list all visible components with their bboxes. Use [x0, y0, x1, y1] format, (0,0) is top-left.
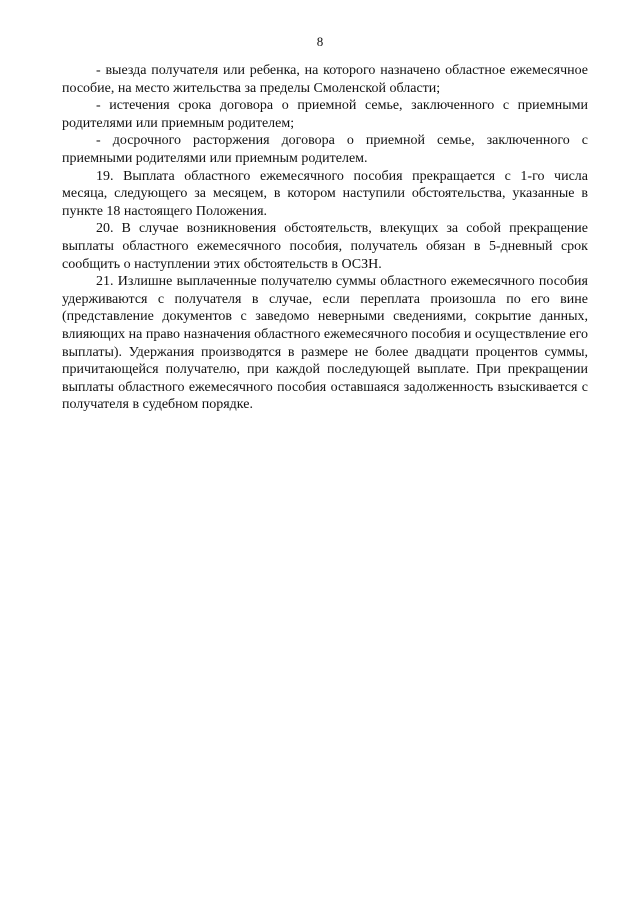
- paragraph-termination-relocation: - выезда получателя или ребенка, на которого назначено областное ежемесячное пособие, на место жительства за пределы Смоленской области;: [62, 63, 588, 96]
- document-body: [62, 62, 588, 414]
- paragraph-termination-contract-expiry: - истечения срока договора о приемной семье, заключенного с приемными родителями или приемным родителем;: [62, 98, 588, 131]
- paragraph-clause-19: 19. Выплата областного ежемесячного пособия прекращается с 1-го числа месяца, следующего за месяцем, в котором наступили обстоятельства, указанные в пункте 18 настоящего Положения.: [62, 168, 588, 219]
- paragraph-termination-early-contract: - досрочного расторжения договора о приемной семье, заключенного с приемными родителями или приемным родителем.: [62, 133, 588, 166]
- page-number: 8: [316, 34, 324, 49]
- paragraph-clause-20: 20. В случае возникновения обстоятельств, влекущих за собой прекращение выплаты областного ежемесячного пособия, получатель обязан в 5-дневный срок сообщить о наступлении этих обстоятельств в ОСЗН.: [62, 221, 588, 272]
- paragraph-clause-21: 21. Излишне выплаченные получателю суммы областного ежемесячного пособия удерживаются с получателя в случае, если переплата произошла по его вине (представление документов с заведомо неверными сведениями, сокрытие данных, влияющих на право назначения областного ежемесячного пособия и осуществление его выплаты). Удержания производятся в размере не более двадцати процентов суммы, причитающейся получателю, при каждой последующей выплате. При прекращении выплаты областного ежемесячного пособия оставшаяся задолженность взыскивается с получателя в судебном порядке.: [62, 274, 588, 413]
